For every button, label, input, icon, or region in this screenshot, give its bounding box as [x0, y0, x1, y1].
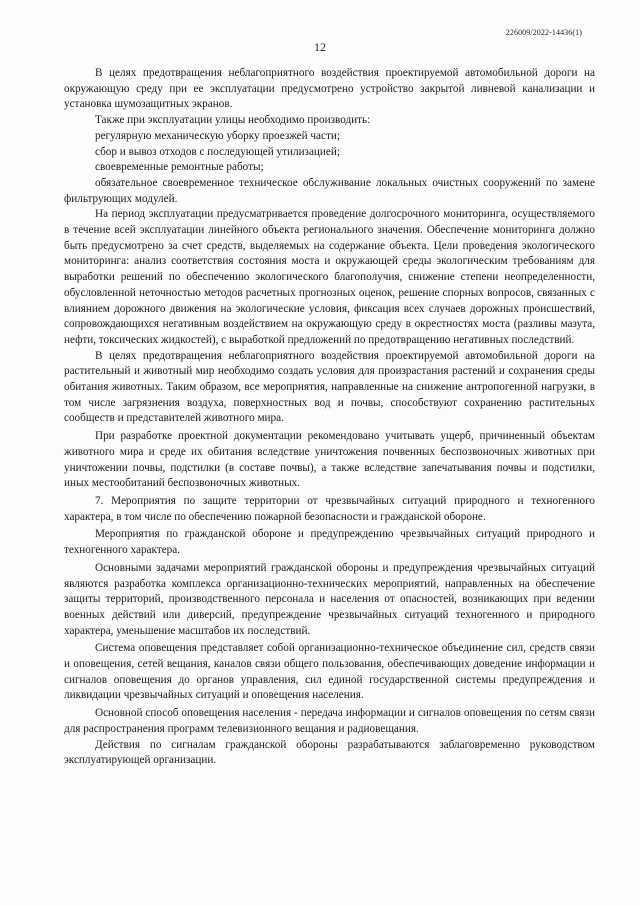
paragraph-operation-intro: Также при эксплуатации улицы необходимо производить: [95, 114, 371, 127]
paragraph-damage-assessment: При разработке проектной документации рекомендовано учитывать ущерб, причиненный объектам животного мира и среде их обитания вследствие уничтожения почвенных беспозвоночных животных при уничтожении почвы, подстилки (в составе почвы), а также вследствие запечатывания почвы и подстилки, иных местообитаний беспозвоночных животных. [64, 430, 595, 490]
paragraph-monitoring: На период эксплуатации предусматривается проведение долгосрочного мониторинга, осуществляемого в течение всей эксплуатации линейного объекта регионального значения. Обеспечение мониторинга должно быть предусмотрено за счет средств, выделяемых на содержание объекта. Цели проведения экологического мониторинга: анализ соответствия состояния моста и окружающей среды экологическим требованиям для выработки решений по обеспечению экологического благополучия, снижение степени неопределенности, обусловленной неточностью методов расчетных прогнозных оценок, решение спорных вопросов, связанных с влиянием дорожного движения на экологические условия, фиксация всех случаев дорожных происшествий, сопровождающихся негативным воздействием на окружающую среду в окрестностях моста (разливы мазута, нефти, токсических жидкостей), с выработкой предложений по предотвращению негативных последствий. [64, 208, 595, 346]
page-number: 12 [314, 40, 326, 54]
section-heading-emergency: 7. Мероприятия по защите территории от чрезвычайных ситуаций природного и техногенного характера, в том числе по обеспечению пожарной безопасности и гражданской обороне. [64, 494, 595, 523]
list-item-repair-works: своевременные ремонтные работы; [95, 161, 264, 174]
paragraph-civil-defense-heading: Мероприятия по гражданской обороне и предупреждению чрезвычайных ситуаций природного и техногенного характера. [64, 528, 595, 557]
paragraph-civil-defense-tasks: Основными задачами мероприятий гражданской обороны и предупреждения чрезвычайных ситуаций являются разработка комплекса организационно-технических мероприятий, направленных на обеспечение защиты территорий, производственного персонала и населения от опасностей, возникающих при ведении военных действий или диверсий, предупреждение чрезвычайных ситуаций техногенного и природного характера, уменьшение масштабов их последствий. [64, 561, 595, 637]
list-item-treatment-maintenance: обязательное своевременное техническое обслуживание локальных очистных сооружений по замене фильтрующих модулей. [64, 176, 595, 205]
list-item-waste-removal: сбор и вывоз отходов с последующей утилизацией; [95, 145, 340, 158]
paragraph-flora-fauna: В целях предотвращения неблагоприятного воздействия проектируемой автомобильной дороги на растительный и животный мир необходимо создать условия для произрастания растений и сохранения среды обитания животных. Таким образом, все мероприятия, направленные на снижение антропогенной нагрузки, в том числе загрязнения воздуха, поверхностных вод и почвы, способствуют сохранению растительных сообществ и представителей животного мира. [64, 349, 595, 425]
paragraph-warning-system: Система оповещения представляет собой организационно-техническое объединение сил, средств связи и оповещения, сетей вещания, каналов связи общего пользования, обеспечивающих доведение информации и сигналов оповещения до органов управления, сил единой государственной системы предупреждения и ликвидации чрезвычайных ситуаций и оповещения населения. [64, 642, 595, 702]
document-body [64, 66, 595, 769]
paragraph-civil-defense-actions: Действия по сигналам гражданской обороны разрабатываются заблаговременно руководством эксплуатирующей организации. [64, 738, 595, 767]
list-item-road-cleaning: регулярную механическую уборку проезжей части; [95, 129, 340, 142]
paragraph-warning-method: Основной способ оповещения населения - передача информации и сигналов оповещения по сетям связи для распространения программ телевизионного вещания и радиовещания. [64, 707, 595, 735]
document-registration-number: 226009/2022-14436(1) [505, 28, 582, 37]
paragraph-drainage-measures: В целях предотвращения неблагоприятного воздействия проектируемой автомобильной дороги на окружающую среду при ее эксплуатации предусмотрено устройство закрытой ливневой канализации и установка шумозащитных экранов. [64, 67, 595, 111]
